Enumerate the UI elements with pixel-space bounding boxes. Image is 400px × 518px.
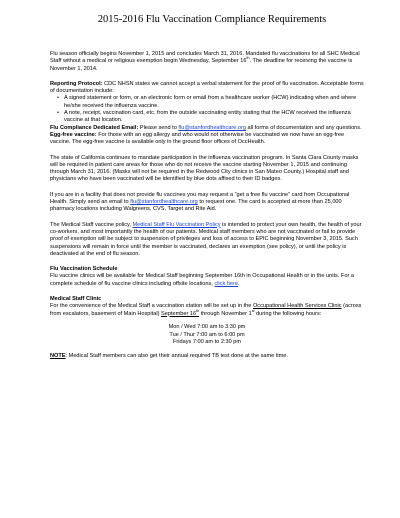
clinic-end-date-sup: st bbox=[251, 308, 255, 313]
policy-link[interactable]: Medical Staff Flu Vaccination Policy bbox=[132, 221, 221, 228]
hours-line: Mon / Wed 7:00 am to 3:30 pm bbox=[168, 323, 246, 330]
reporting-label: Reporting Protocol: bbox=[50, 80, 103, 87]
note-text: : Medical Staff members can also get their annual required TB test done at the same time. bbox=[65, 352, 288, 359]
eggfree-label: Egg-free vaccine: bbox=[50, 131, 97, 138]
clinic-hours bbox=[50, 324, 364, 347]
schedule-text-b: . bbox=[238, 280, 240, 287]
schedule-heading-text: Flu Vaccination Schedule bbox=[50, 266, 118, 273]
clinic-heading bbox=[50, 296, 364, 303]
clinic-paragraph bbox=[50, 303, 364, 318]
eggfree-text: For those with an egg allergy and who would not otherwise be vaccinated we now have an egg-free vaccine. The egg-free vaccine is available only in the ground floor offices of OccHealth. bbox=[50, 131, 345, 146]
california-paragraph: The state of California continues to mandate participation in the influenza vaccination program. In Santa Clara County masks will be required in patient care areas for those who do not receive the vaccine starting November 1, 2015 and continuing through March 31, 2016. (Masks will not be required in the Redwood City clinics in San Mateo County.) Hospital staff and physicians who have been vaccinated will be identified by blue dots affixed to their ID badges. bbox=[50, 154, 359, 183]
getfree-text-a: If you are in a facility that does not provide flu vaccines you may request a “get a free flu vaccine” card from Occupational Health. Simply send an email to bbox=[50, 191, 350, 206]
hours-line: Tue / Thur 7:00 am to 6:00 pm bbox=[169, 331, 245, 338]
eggfree-paragraph bbox=[50, 132, 364, 147]
reporting-paragraph bbox=[50, 81, 364, 96]
list-item: • A signed statement or form, or an electronic form or email from a healthcare worker (HCW) indicating when and where he/she received the influenza vaccine. bbox=[64, 95, 364, 110]
note-label bbox=[50, 353, 66, 359]
clinic-text-a: For the convenience of the Medical Staff a vaccination station will be set up in the bbox=[50, 303, 253, 310]
policy-paragraph bbox=[50, 222, 364, 258]
compliance-email-link[interactable]: flu@stanfordhealthcare.org bbox=[178, 124, 246, 131]
getfree-text-b: to request one. The card is accepted at more than 25,000 pharmacy locations including Walgreens, CVS, Target and Rite Aid. bbox=[50, 199, 342, 213]
page-title: 2015-2016 Flu Vaccination Compliance Requirements bbox=[97, 14, 327, 25]
compliance-email-post: all forms of documentation and any questions. bbox=[245, 124, 362, 131]
policy-text-a: The Medical Staff vaccine policy, bbox=[50, 221, 133, 228]
schedule-text-a: Flu vaccine clinics will be available for Medical Staff beginning September 16th in Occupational Health or in the units. For a complete schedule of flu vaccine clinics including offsite locations, bbox=[50, 273, 354, 287]
clinic-text-c: through November 1 bbox=[199, 310, 252, 317]
note-label-text: NOTE bbox=[50, 352, 66, 359]
documentation-list bbox=[50, 95, 364, 124]
intro-paragraph bbox=[50, 51, 364, 73]
clinic-start-date bbox=[161, 308, 200, 317]
schedule-heading bbox=[50, 266, 364, 273]
compliance-email-pre: Please send to bbox=[138, 124, 179, 131]
note-paragraph bbox=[50, 353, 364, 360]
policy-text-b: is intended to protect your own health, the health of your co-workers, and most importantly the health of our patients. Medical staff members who are not vaccinated or fail to provide proof of exemption will be subject to suspension of privileges and loss of access to EPIC beginning November 3, 2015. Such suspensions will remain in force until the member is vaccinated, declares an exemption (see policy), or until the policy is deactivated at the end of flu season. bbox=[50, 221, 362, 257]
clinic-start-date-sup: th bbox=[196, 308, 200, 313]
list-item: • A note, receipt, vaccination card, etc. from the outside vaccinating entity stating that the HCW received the influenza vaccine at that location. bbox=[64, 110, 364, 125]
hours-line: Fridays 7:00 am to 2:30 pm bbox=[172, 339, 242, 346]
compliance-email-label: Flu Compliance Dedicated Email: bbox=[50, 124, 139, 131]
clinic-heading-text: Medical Staff Clinic bbox=[50, 296, 102, 303]
intro-sup: th bbox=[246, 56, 250, 61]
schedule-click-here-link[interactable]: click here bbox=[214, 280, 239, 287]
clinic-text-d: during the following hours: bbox=[254, 310, 322, 317]
intro-text-a: Flu season officially begins November 1, 2015 and concludes March 31, 2016. Mandated flu vaccinations for all SHC Medical Staff without a medical or religious exemption begin Wednesday, September 16 bbox=[50, 51, 360, 65]
compliance-email-paragraph bbox=[50, 125, 364, 132]
getfree-email-link[interactable]: flu@stanfordhealthcare.org bbox=[130, 199, 198, 206]
reporting-text: CDC NHSN states we cannot accept a verbal statement for the proof of flu vaccination. Acceptable forms of documentation include: bbox=[50, 80, 364, 95]
intro-text-b: . The deadline for receiving the vaccine is November 1, 2014. bbox=[50, 58, 353, 72]
clinic-location: Occupational Health Services Clinic bbox=[252, 303, 342, 310]
clinic-start-date-text: September 16 bbox=[161, 310, 197, 317]
clinic-text-b: (across from escalators, basement of Main Hospital) bbox=[50, 303, 362, 317]
schedule-paragraph bbox=[50, 273, 364, 288]
getfree-paragraph bbox=[50, 192, 364, 214]
